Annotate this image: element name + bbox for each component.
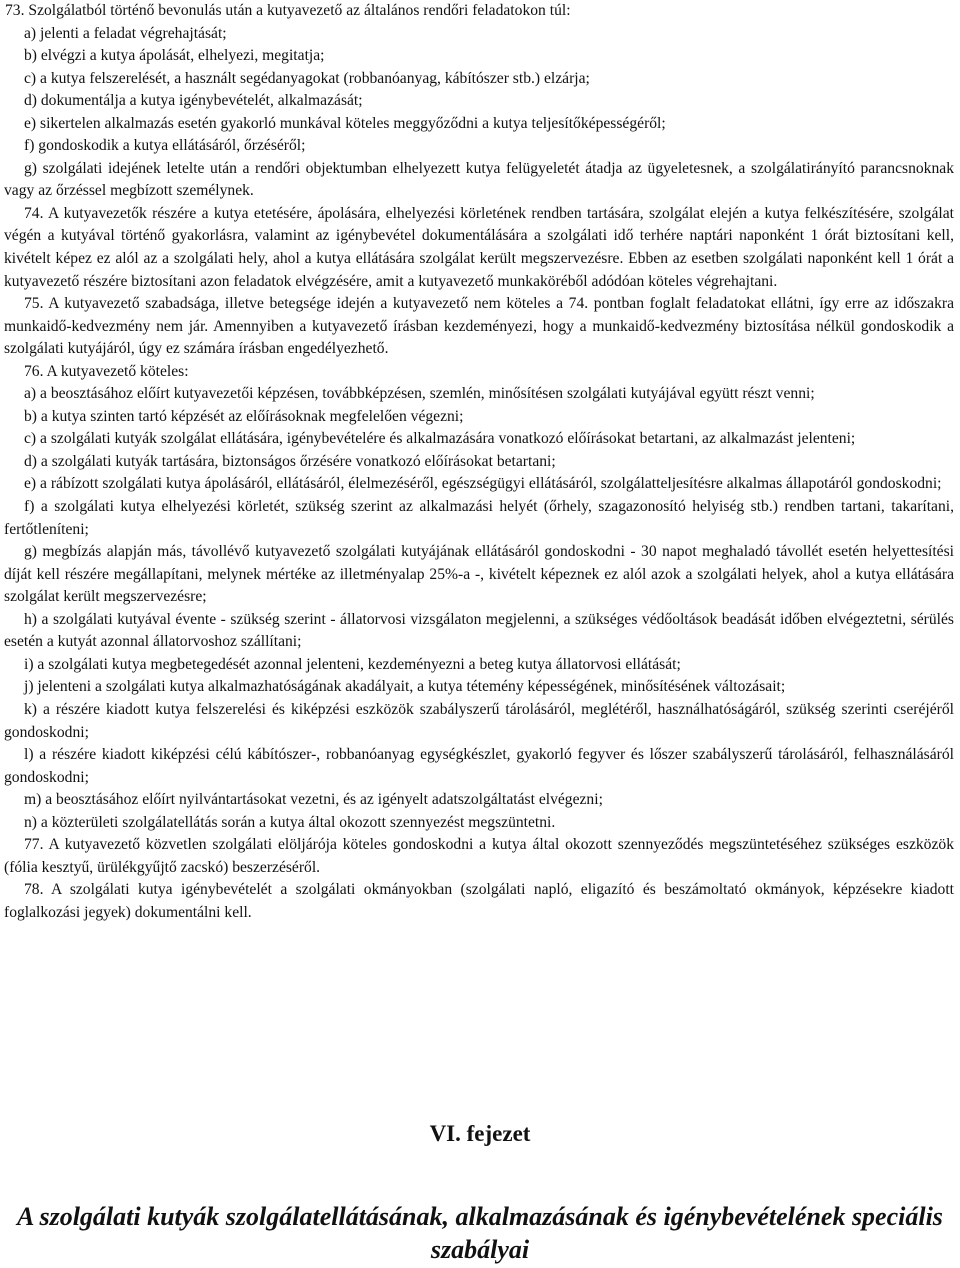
list-item-76l: l) a részére kiadott kiképzési célú kábítószer-, robbanóanyag egységkészlet, gyakorló fegyver és lőszer szabályszerű tárolásáról, felhasználásáról gondoskodni; bbox=[4, 746, 954, 786]
list-item-76i: i) a szolgálati kutya megbetegedését azonnal jelenteni, kezdeményezni a beteg kutya állatorvosi ellátását; bbox=[24, 655, 681, 673]
paragraph-73: 73. Szolgálatból történő bevonulás után a kutyavezető az általános rendőri feladatokon túl: bbox=[5, 2, 571, 19]
list-item-76f: f) a szolgálati kutya elhelyezési körletét, szükség szerint az alkalmazási helyét (őrhely, szagazonosító helyiség stb.) rendben tartani, takarítani, fertőtleníteni; bbox=[4, 498, 954, 538]
paragraph-78: 78. A szolgálati kutya igénybevételét a szolgálati okmányokban (szolgálati napló, eligazító és beszámoltató okmányok, képzésekre kiadott foglalkozási jegyek) dokumentálni kell. bbox=[4, 881, 954, 921]
list-item-76n: n) a közterületi szolgálatellátás során a kutya által okozott szennyezést megszüntetni. bbox=[24, 813, 556, 831]
list-item-76j: j) jelenteni a szolgálati kutya alkalmazhatóságának akadályait, a kutya tétemény képességének, minősítésének változásait; bbox=[24, 678, 786, 696]
paragraph-74: 74. A kutyavezetők részére a kutya etetésére, ápolására, elhelyezési körletének rendben tartására, szolgálat elején a kutya felkészítésére, szolgálat végén a kutyával történő gyakorlásra, valamint az igénybevétel dokumentálására a szolgálati idő terhére naptári naponként 1 órát biztosítani kell, kivételt képez ez alól az a szolgálati hely, ahol a kutya ellátására szolgálat került megszervezésre. Ebben az esetben szolgálati naponként kell 1 órát a kutyavezető részére biztosítani azon feladatok elvégzésére, amit a kutyavezető munkaköréből adódóan köteles végrehajtani. bbox=[4, 204, 954, 290]
list-item-73c: c) a kutya felszerelését, a használt segédanyagokat (robbanóanyag, kábítószer stb.) elzárja; bbox=[24, 69, 590, 87]
list-item-73d: d) dokumentálja a kutya igénybevételét, alkalmazását; bbox=[24, 92, 363, 110]
list-item-76e: e) a rábízott szolgálati kutya ápolásáról, ellátásáról, élelmezéséről, egészségügyi ellátásáról, szolgálatteljesítésre alkalmas állapotáról gondoskodni; bbox=[24, 475, 942, 493]
list-item-73e: e) sikertelen alkalmazás esetén gyakorló munkával köteles meggyőződni a kutya teljesítőképességéről; bbox=[24, 114, 666, 132]
list-item-73a: a) jelenti a feladat végrehajtását; bbox=[24, 24, 227, 42]
list-item-76d: d) a szolgálati kutyák tartására, biztonságos őrzésére vonatkozó előírásokat betartani; bbox=[24, 452, 556, 470]
paragraph-75: 75. A kutyavezető szabadsága, illetve betegsége idején a kutyavezető nem köteles a 74. pontban foglalt feladatokat ellátni, így erre az időszakra munkaidő-kedvezmény nem jár. Amennyiben a kutyavezető írásban kezdeményezi, hogy a munkaidő-kedvezmény biztosítása nélkül gondoskodik a szolgálati kutyájáról, úgy ez számára írásban engedélyezhető. bbox=[4, 295, 954, 358]
list-item-76m: m) a beosztásához előírt nyilvántartásokat vezetni, és az igényelt adatszolgáltatást elvégezni; bbox=[24, 791, 603, 809]
list-item-73f: f) gondoskodik a kutya ellátásáról, őrzéséről; bbox=[24, 137, 306, 155]
list-item-76g: g) megbízás alapján más, távollévő kutyavezető szolgálati kutyájának ellátásáról gondoskodni - 30 napot meghaladó távollét esetén helyettesítési díját kell részére megállapítani, melynek mértéke az illetményalap 25%-a -, kivételt képeznek ez alól azok a szolgálati helyek, ahol a kutya ellátására szolgálat került megszervezésre; bbox=[4, 543, 954, 606]
chapter-title: A szolgálati kutyák szolgálatellátásának, alkalmazásának és igénybevételének speciális szabályai bbox=[17, 1202, 943, 1264]
list-item-73b: b) elvégzi a kutya ápolását, elhelyezi, megitatja; bbox=[24, 47, 325, 65]
chapter-heading: VI. fejezet bbox=[429, 1121, 531, 1146]
list-item-76h: h) a szolgálati kutyával évente - szükség szerint - állatorvosi vizsgálaton megjelenni, a szükséges védőoltások beadását időben elvégeztetni, sérülés esetén a kutyát azonnal állatorvoshoz szállítani; bbox=[4, 610, 954, 651]
list-item-76k: k) a részére kiadott kutya felszerelési és kiképzési eszközök szabályszerű tárolásáról, meglétéről, használhatóságáról, szükség szerinti cseréjéről gondoskodni; bbox=[4, 700, 954, 741]
paragraph-77: 77. A kutyavezető közvetlen szolgálati elöljárója köteles gondoskodni a kutya által okozott szennyeződés megszüntetéséhez szükséges eszközök (fólia kesztyű, ürülékgyűjtő zacskó) beszerzéséről. bbox=[4, 836, 954, 876]
paragraph-76: 76. A kutyavezető köteles: bbox=[24, 362, 189, 380]
list-item-76c: c) a szolgálati kutyák szolgálat ellátására, igénybevételére és alkalmazására vonatkozó előírásokat betartani, az alkalmazást jelenteni; bbox=[24, 430, 856, 448]
list-item-73g: g) szolgálati idejének letelte után a rendőri objektumban elhelyezett kutya felügyeletét átadja az ügyeletesnek, a szolgálatirányító parancsnoknak vagy az őrzéssel megbízott személynek. bbox=[4, 159, 954, 200]
list-item-76b: b) a kutya szinten tartó képzését az előírásoknak megfelelően végezni; bbox=[24, 407, 464, 425]
list-item-76a: a) a beosztásához előírt kutyavezetői képzésen, továbbképzésen, szemlén, minősítésen szolgálati kutyájával együtt részt venni; bbox=[24, 385, 815, 403]
